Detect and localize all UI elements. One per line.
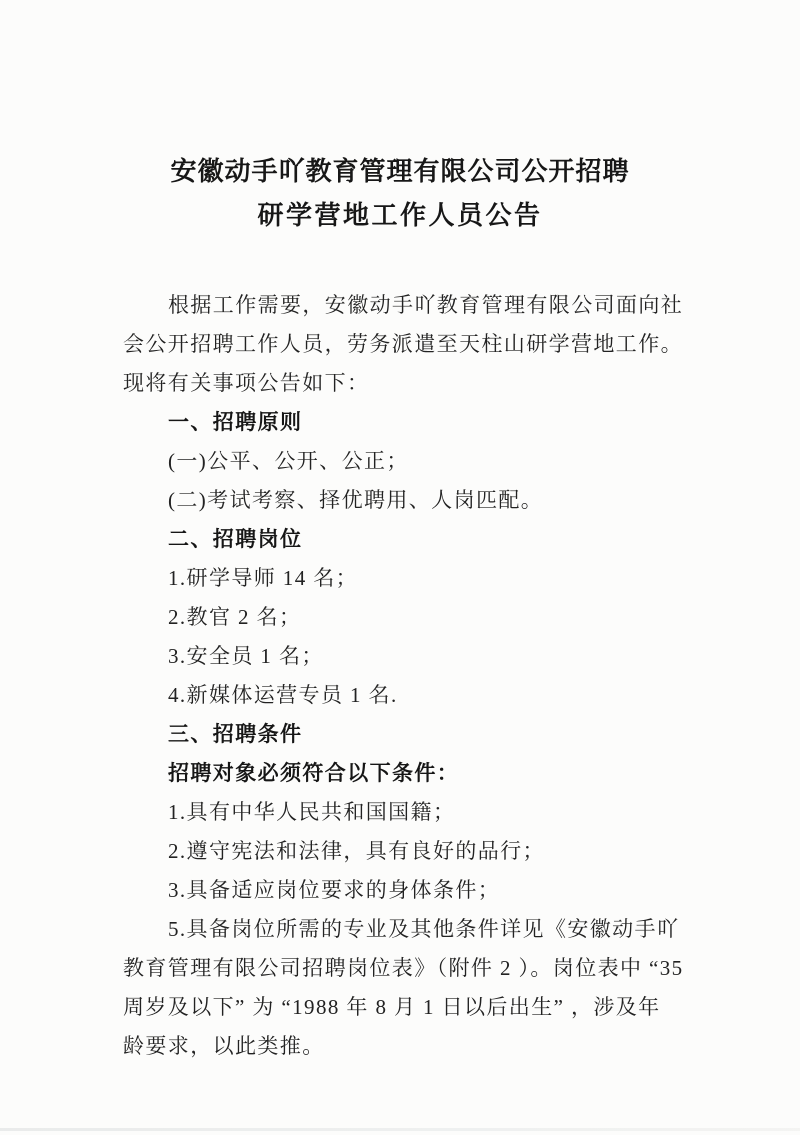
doc-line: 3.具备适应岗位要求的身体条件； <box>168 878 501 902</box>
doc-line: 现将有关事项公告如下： <box>123 371 370 395</box>
doc-line: 5.具备岗位所需的专业及其他条件详见《安徽动手吖 <box>168 917 680 941</box>
doc-line: 3.安全员 1 名； <box>168 644 324 668</box>
doc-line: 龄要求，以此类推。 <box>123 1034 325 1058</box>
document-body <box>123 286 685 1066</box>
doc-line: 会公开招聘工作人员，劳务派遣至天柱山研学营地工作。 <box>123 332 683 356</box>
doc-line: 4.新媒体运营专员 1 名. <box>168 683 398 707</box>
document-title-line-1: 安徽动手吖教育管理有限公司公开招聘 <box>170 157 630 186</box>
document-title <box>0 150 800 238</box>
doc-line: 招聘对象必须符合以下条件： <box>168 761 460 785</box>
doc-section-heading: 一、招聘原则 <box>168 410 303 434</box>
doc-line: 2.遵守宪法和法律，具有良好的品行； <box>168 839 545 863</box>
doc-line: 根据工作需要，安徽动手吖教育管理有限公司面向社 <box>168 293 684 317</box>
doc-section-heading: 三、招聘条件 <box>168 722 303 746</box>
doc-line: (一)公平、公开、公正； <box>168 449 409 473</box>
doc-line: 2.教官 2 名； <box>168 605 302 629</box>
doc-line: 1.研学导师 14 名； <box>168 566 359 590</box>
scan-shadow-edge <box>0 1128 800 1131</box>
doc-line: 教育管理有限公司招聘岗位表》（附件 2 ）。岗位表中 “35 <box>123 956 684 980</box>
doc-line: 1.具有中华人民共和国国籍； <box>168 800 456 824</box>
doc-section-heading: 二、招聘岗位 <box>168 527 303 551</box>
document-title-line-2: 研学营地工作人员公告 <box>257 201 543 230</box>
doc-line: (二)考试考察、择优聘用、人岗匹配。 <box>168 488 544 512</box>
doc-line: 周岁及以下” 为 “1988 年 8 月 1 日以后出生” ，涉及年 <box>123 995 661 1019</box>
